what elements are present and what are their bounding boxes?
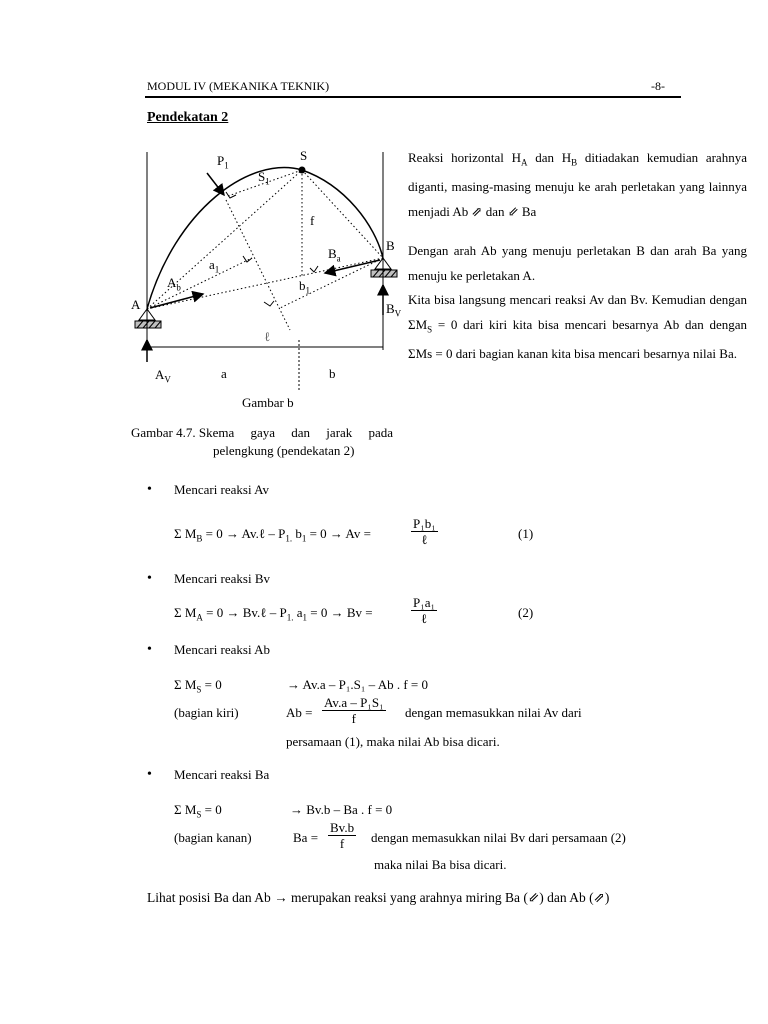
- ms-condition-left: Σ $M_S = 0$: [174, 677, 222, 695]
- label-av: $A_V$: [155, 367, 171, 385]
- fraction-ba: $\frac{Bv.b}{f}$: [330, 820, 355, 851]
- paragraph-horizontal-reactions: Reaksi horizontal $H_A$ dan $H_B$ ditiadakan kemudian arahnya diganti, masing-masing menuju ke arah perletakan yang lainnya menjadi Ab ⇗ dan ⇙ Ba: [408, 150, 747, 219]
- ab-explanation: dengan memasukkan nilai Av dari: [405, 705, 582, 720]
- list-item: •: [147, 571, 152, 586]
- label-ab: $A_b$: [167, 275, 181, 293]
- label-ba: $B_a$: [328, 246, 341, 264]
- p1-action-line: [226, 200, 290, 330]
- bagian-kanan-label: (bagian kanan): [174, 830, 252, 845]
- item-heading: Mencari reaksi Av: [174, 482, 270, 497]
- b1-perpendicular: [280, 258, 383, 308]
- ba-equals: Ba =: [293, 830, 319, 845]
- page-number: -8-: [651, 79, 665, 93]
- equation-ab-moment: → Av.a – P₁.S₁ – Ab . f = 0: [287, 677, 428, 692]
- figure-caption-line2: pelengkung (pendekatan 2): [213, 443, 355, 458]
- line-a-b: [147, 258, 383, 309]
- section-title: Pendekatan 2: [147, 110, 229, 125]
- label-f: f: [310, 213, 315, 228]
- crown-hinge: [299, 167, 306, 174]
- ab-equals: Ab =: [286, 705, 313, 720]
- label-a: A: [131, 297, 141, 312]
- label-ell: ℓ: [264, 329, 271, 344]
- fraction-ab: $\frac{\text{Av.a – P₁S₁}}{f}$: [324, 695, 384, 726]
- equation-bv: Σ $M_A = 0$ → Bv.ℓ – $P_{1.}$ $a_1 = 0 \to Bv$ =: [174, 605, 373, 623]
- ms-condition-right: Σ $M_S = 0$: [174, 802, 222, 820]
- item-heading: Mencari reaksi Ab: [174, 642, 271, 657]
- ab-explanation-cont: persamaan (1), maka nilai Ab bisa dicari.: [286, 734, 500, 749]
- label-p1: $P_1$: [217, 153, 229, 171]
- list-item: •: [147, 767, 152, 782]
- item-heading: Mencari reaksi Bv: [174, 571, 271, 586]
- equation-number-1: (1): [518, 526, 534, 541]
- fraction-av: P₁b₁ ℓ: [413, 516, 436, 547]
- item-heading: Mencari reaksi Ba: [174, 767, 270, 782]
- bagian-kiri-label: (bagian kiri): [174, 705, 239, 720]
- arrow-down-left-icon: ⇙: [507, 203, 519, 219]
- fraction-bv: P₁a₁ ℓ: [413, 595, 436, 626]
- closing-note: Lihat posisi Ba dan Ab → merupakan reaksi yang arahnya miring Ba (⇙) dan Ab (⇗): [147, 890, 610, 905]
- label-dim-a: a: [221, 366, 227, 381]
- equation-number-2: (2): [518, 605, 534, 620]
- label-b: B: [386, 238, 395, 253]
- label-a1: $a_1$: [209, 257, 220, 275]
- list-item: •: [147, 482, 152, 497]
- ab-arrow: [150, 294, 203, 308]
- header-title: MODUL IV (MEKANIKA TEKNIK): [147, 79, 330, 93]
- equation-ba-moment: → Bv.b – Ba . f = 0: [290, 802, 393, 817]
- diagram-caption: Gambar b: [242, 395, 294, 410]
- figure-caption-line1: Gambar 4.7. Skema gaya dan jarak pada: [131, 425, 394, 440]
- label-s: S: [300, 148, 308, 163]
- paragraph-direction: Dengan arah Ab yang menuju perletakan B dan arah Ba yang menuju ke perletakan A. Kita bisa langsung mencari reaksi Av dan Bv. Kemudian dengan $\Sigma M_S = 0$ dari kiri kita bisa mencari besarnya Ab dan dengan ΣMs = 0 dari bagian kanan kita bisa mencari besarnya nilai Ba.: [408, 243, 747, 361]
- label-bv: $B_V$: [386, 301, 402, 319]
- p1-arrow: [207, 173, 224, 195]
- label-dim-b: b: [329, 366, 336, 381]
- list-item: •: [147, 642, 152, 657]
- arrow-up-right-icon: ⇗: [471, 203, 483, 219]
- arch-curve: [147, 168, 383, 309]
- label-s1: $S_1$: [258, 169, 270, 187]
- ba-explanation-cont: maka nilai Ba bisa dicari.: [374, 857, 507, 872]
- label-b1: $b_1$: [299, 278, 310, 296]
- ba-explanation: dengan memasukkan nilai Bv dari persamaan (2): [371, 830, 626, 845]
- equation-av: Σ $M_B = 0$ → Av.ℓ – $P_{1.}$ $b_1 = 0 \to Av$ =: [174, 526, 371, 544]
